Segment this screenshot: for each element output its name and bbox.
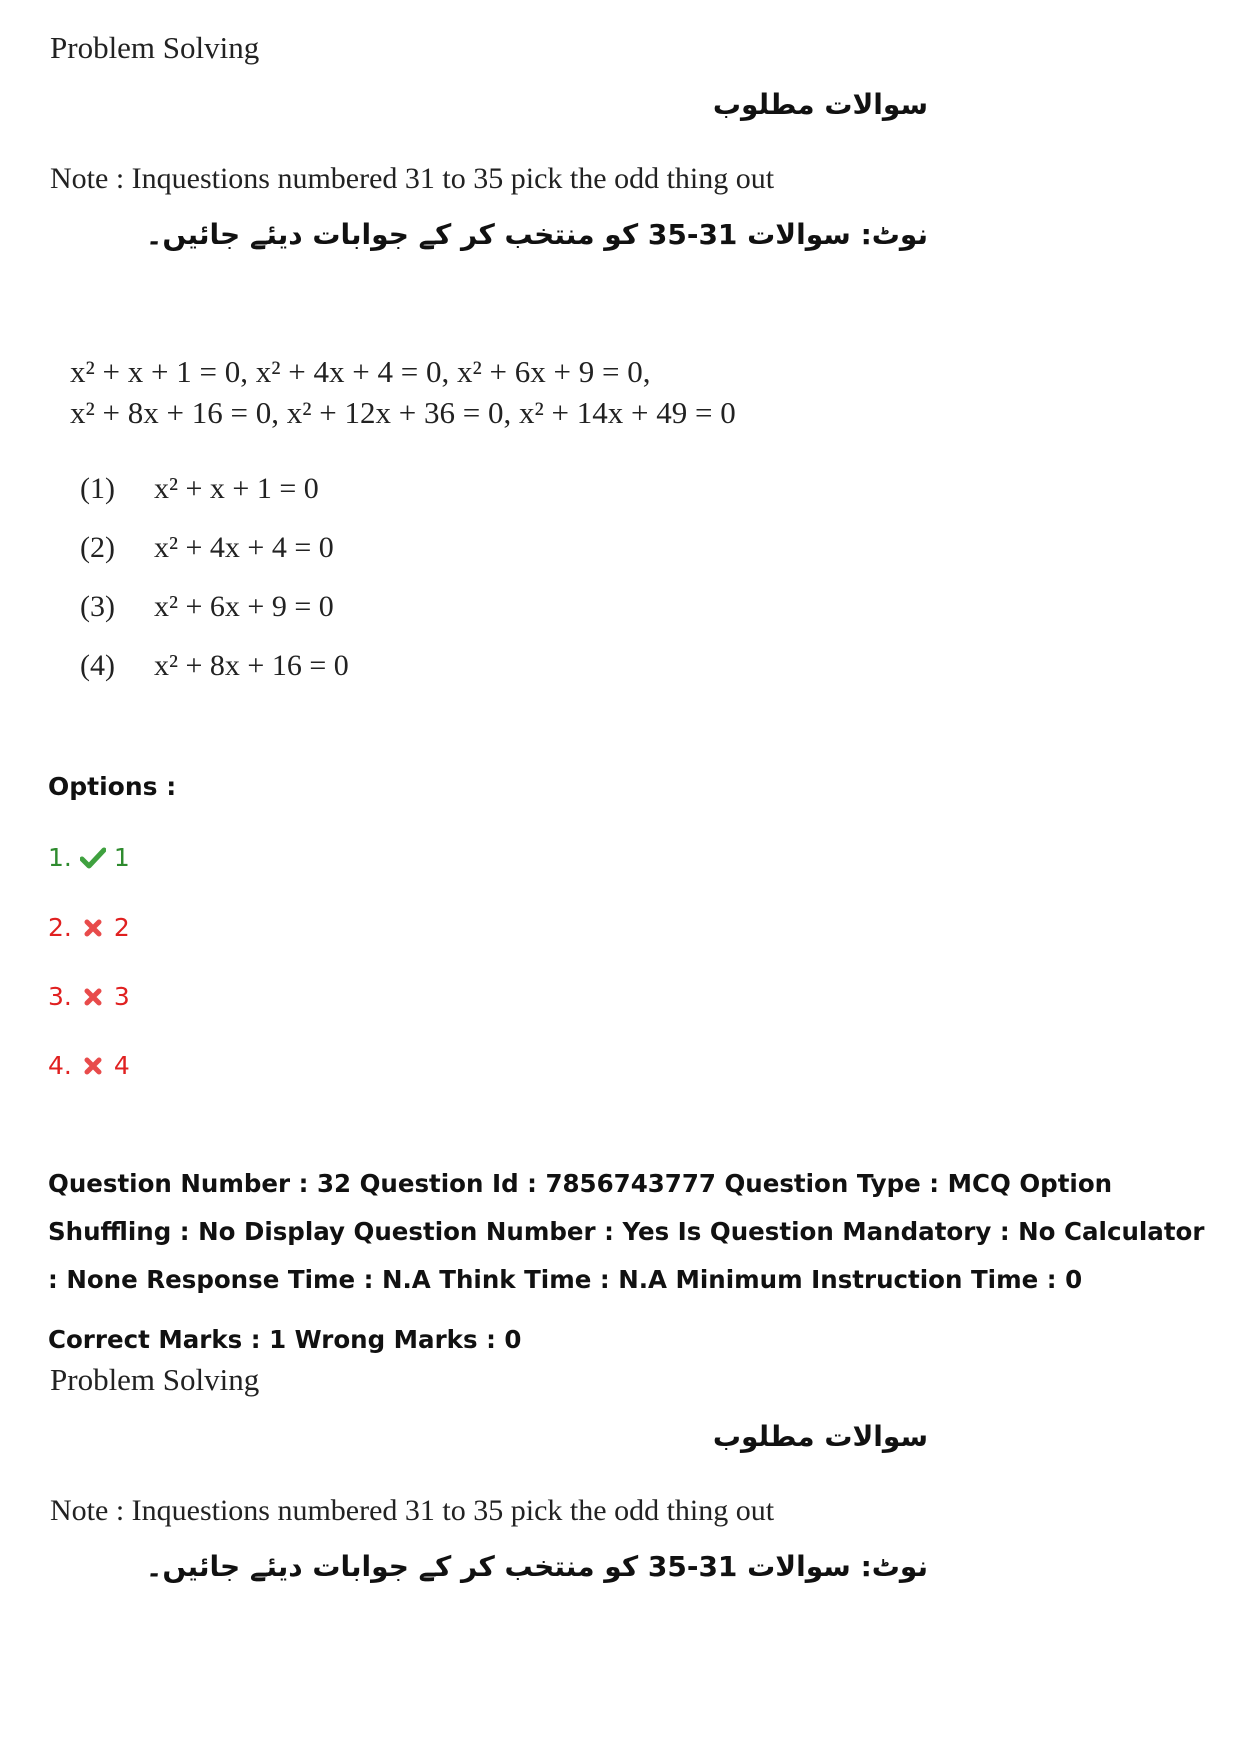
cross-icon	[80, 916, 106, 940]
choice-item	[80, 472, 319, 506]
note-text: Note : Inquestions numbered 31 to 35 pick the odd thing out	[50, 162, 775, 195]
question-meta: Question Number : 32 Question Id : 7856743777 Question Type : MCQ Option Shuffling : No Display Question Number : Yes Is Question Mandatory : No Calculator : None Response Time : N.A Think Time : N.A Minimum Instruction Time : 0	[48, 1169, 1205, 1294]
option-value: 1	[113, 843, 130, 872]
choice-number: (4)	[80, 649, 115, 682]
choice-text: x² + 6x + 9 = 0	[154, 590, 334, 623]
choice-text: x² + 8x + 16 = 0	[154, 649, 349, 682]
option-index: 1.	[48, 843, 72, 872]
choice-number: (2)	[80, 531, 115, 564]
option-item	[48, 982, 130, 1011]
option-value: 3	[113, 982, 130, 1011]
option-value: 4	[113, 1051, 130, 1080]
marks-info: Correct Marks : 1 Wrong Marks : 0	[48, 1325, 522, 1354]
choice-text: x² + 4x + 4 = 0	[154, 531, 334, 564]
urdu-heading: سوالات مطلوب	[712, 1420, 928, 1453]
check-icon	[80, 846, 106, 870]
option-index: 4.	[48, 1051, 72, 1080]
choice-item	[80, 590, 334, 624]
note-text: Note : Inquestions numbered 31 to 35 pick the odd thing out	[50, 1494, 775, 1527]
section-title: Problem Solving	[50, 1362, 260, 1397]
option-item	[48, 843, 130, 872]
option-item	[48, 913, 130, 942]
option-value: 2	[113, 913, 130, 942]
option-index: 2.	[48, 913, 72, 942]
cross-icon	[80, 1054, 106, 1078]
urdu-note: نوٹ: سوالات 31-35 کو منتخب کر کے جوابات دیئے جائیں۔	[145, 1550, 928, 1583]
urdu-note: نوٹ: سوالات 31-35 کو منتخب کر کے جوابات دیئے جائیں۔	[145, 218, 928, 251]
option-index: 3.	[48, 982, 72, 1011]
choice-item	[80, 531, 334, 565]
urdu-heading: سوالات مطلوب	[712, 88, 928, 121]
choice-item	[80, 649, 349, 683]
equation-line: x² + 8x + 16 = 0, x² + 12x + 36 = 0, x² + 14x + 49 = 0	[70, 395, 736, 430]
section-title: Problem Solving	[50, 30, 260, 65]
choice-text: x² + x + 1 = 0	[154, 472, 319, 505]
cross-icon	[80, 985, 106, 1009]
options-label: Options :	[48, 772, 177, 801]
equation-line: x² + x + 1 = 0, x² + 4x + 4 = 0, x² + 6x + 9 = 0,	[70, 354, 651, 389]
choice-number: (1)	[80, 472, 115, 505]
choice-number: (3)	[80, 590, 115, 623]
option-item	[48, 1051, 130, 1080]
